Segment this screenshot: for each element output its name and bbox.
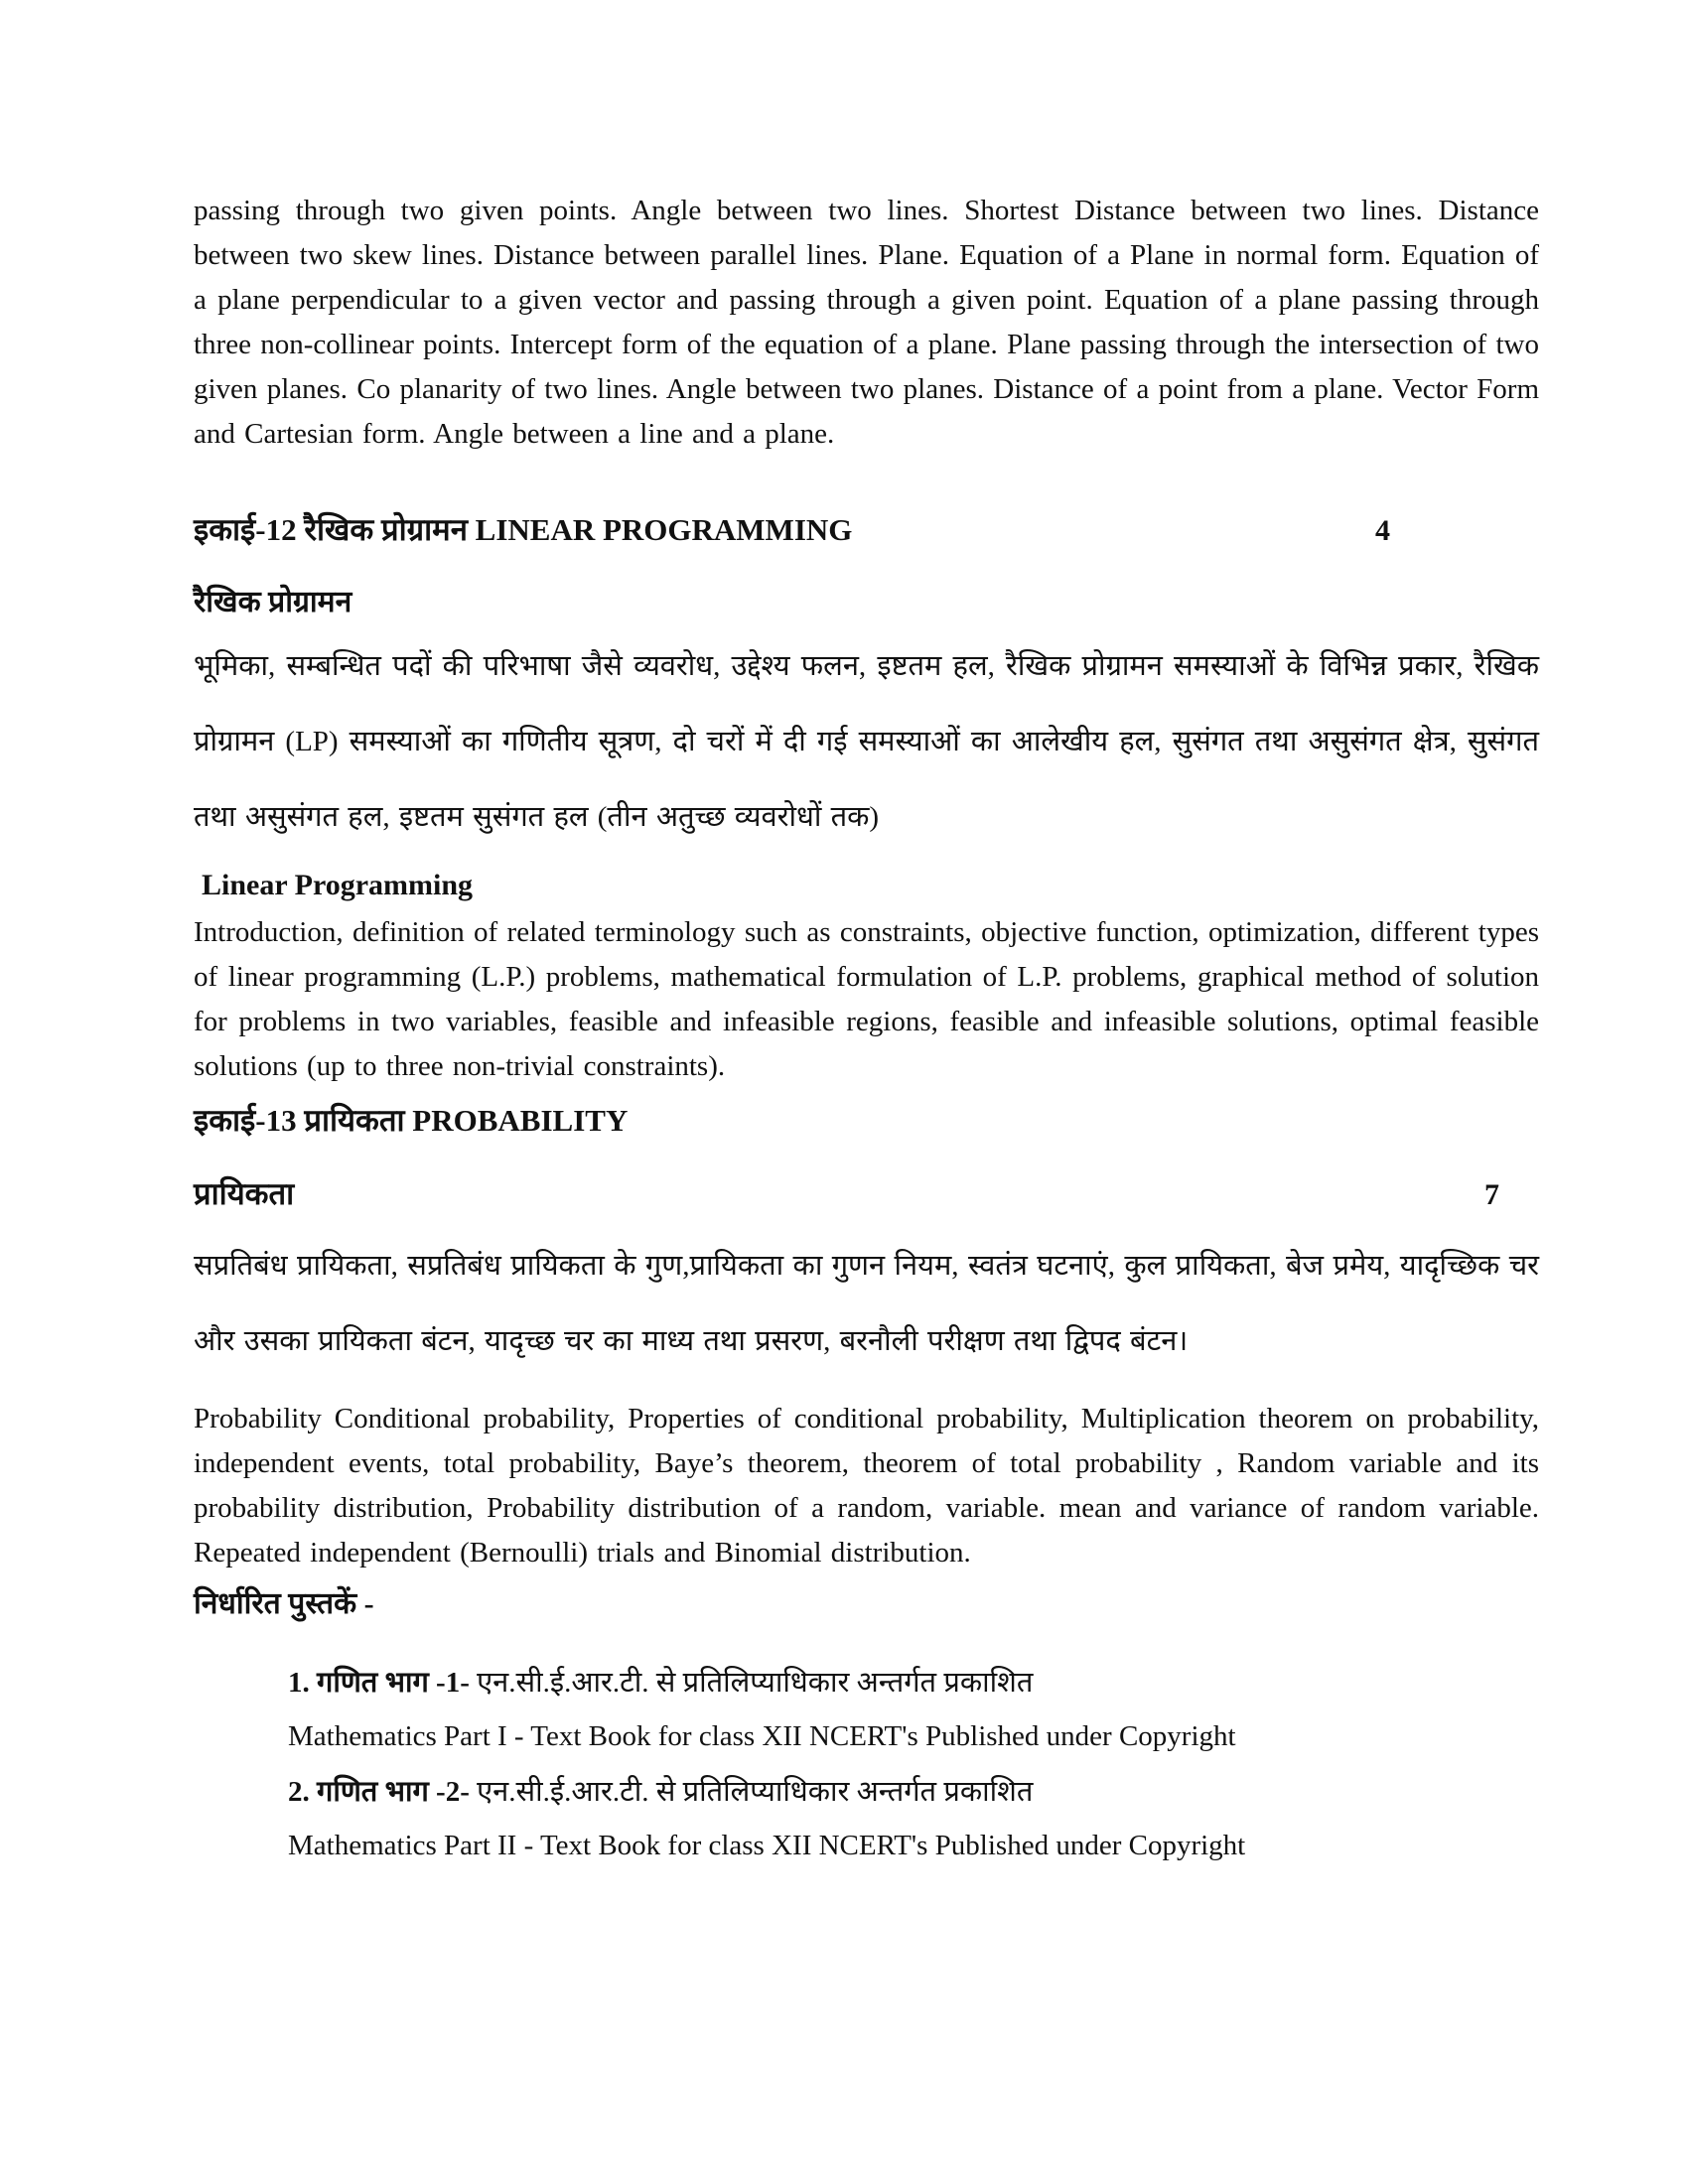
unit-13-heading-row (194, 1099, 1539, 1141)
book-2-hindi-line (288, 1771, 1539, 1810)
page-content (194, 189, 1539, 1870)
book-list (194, 1662, 1539, 1862)
book-2-label: 2. गणित भाग -2- (288, 1776, 470, 1808)
unit-12-english-paragraph: Introduction, definition of related terminology such as constraints, objective function, optimization, different types of linear programming (L.P.) problems, mathematical formulation of L.P. problems, graphical method of solution for problems in two variables, feasible and infeasible regions, feasible and infeasible solutions, optimal feasible solutions (up to three non-trivial constraints). (194, 916, 1539, 1082)
book-2-english-line: Mathematics Part II - Text Book for class XII NCERT's Published under Copyright (288, 1830, 1246, 1861)
book-item-1 (288, 1662, 1539, 1753)
unit-12-title: इकाई-12 रैखिक प्रोग्रामन LINEAR PROGRAMMING (194, 512, 853, 547)
unit-13-marks: 7 (1484, 1178, 1499, 1211)
unit-13-title: इकाई-13 प्रायिकता PROBABILITY (194, 1103, 629, 1138)
book-1-label: 1. गणित भाग -1- (288, 1667, 470, 1699)
intro-paragraph: passing through two given points. Angle between two lines. Shortest Distance between two lines. Distance between two skew lines. Distance between parallel lines. Plane. Equation of a Plane in normal form. Equation of a plane perpendicular to a given vector and passing through a given point. Equation of a plane passing through three non-collinear points. Intercept form of the equation of a plane. Plane passing through the intersection of two given planes. Co planarity of two lines. Angle between two planes. Distance of a point from a plane. Vector Form and Cartesian form. Angle between a line and a plane. (194, 195, 1539, 450)
unit-12-hindi-paragraph: भूमिका, सम्बन्धित पदों की परिभाषा जैसे व्यवरोध, उद्देश्य फलन, इष्टतम हल, रैखिक प्रोग्रामन समस्याओं के विभिन्न प्रकार, रैखिक प्रोग्रामन (LP) समस्याओं का गणितीय सूत्रण, दो चरों में दी गई समस्याओं का आलेखीय हल, सुसंगत तथा असुसंगत क्षेत्र, सुसंगत तथा असुसंगत हल, इष्टतम सुसंगत हल (तीन अतुच्छ व्यवरोधों तक) (194, 650, 1539, 833)
book-1-hindi-line (288, 1662, 1539, 1701)
unit-12-hindi-subheading: रैखिक प्रोग्रामन (194, 586, 352, 618)
unit-13-hindi-paragraph: सप्रतिबंध प्रायिकता, सप्रतिबंध प्रायिकता के गुण,प्रायिकता का गुणन नियम, स्वतंत्र घटनाएं, कुल प्रायिकता, बेज प्रमेय, यादृच्छिक चर और उसका प्रायिकता बंटन, यादृच्छ चर का माध्य तथा प्रसरण, बरनौली परीक्षण तथा द्विपद बंटन। (194, 1250, 1539, 1357)
unit-12-heading-row (194, 508, 1539, 550)
book-1-english-line: Mathematics Part I - Text Book for class XII NCERT's Published under Copyright (288, 1720, 1236, 1752)
prescribed-books-heading: निर्धारित पुस्तकें - (194, 1587, 374, 1620)
unit-13-english-paragraph: Probability Conditional probability, Properties of conditional probability, Multiplication theorem on probability, independent events, total probability, Baye’s theorem, theorem of total probability , Random variable and its probability distribution, Probability distribution of a random, variable. mean and variance of random variable. Repeated independent (Bernoulli) trials and Binomial distribution. (194, 1403, 1539, 1569)
unit-12-marks: 4 (1375, 514, 1390, 547)
book-1-hindi-text: एन.सी.ई.आर.टी. से प्रतिलिप्याधिकार अन्तर्गत प्रकाशित (469, 1667, 1034, 1699)
unit-12-english-heading: Linear Programming (202, 869, 474, 901)
book-item-2 (288, 1771, 1539, 1862)
unit-13-hindi-subheading: प्रायिकता (194, 1176, 295, 1211)
unit-13-subheading-row (194, 1172, 1539, 1214)
book-2-hindi-text: एन.सी.ई.आर.टी. से प्रतिलिप्याधिकार अन्तर्गत प्रकाशित (469, 1776, 1034, 1808)
